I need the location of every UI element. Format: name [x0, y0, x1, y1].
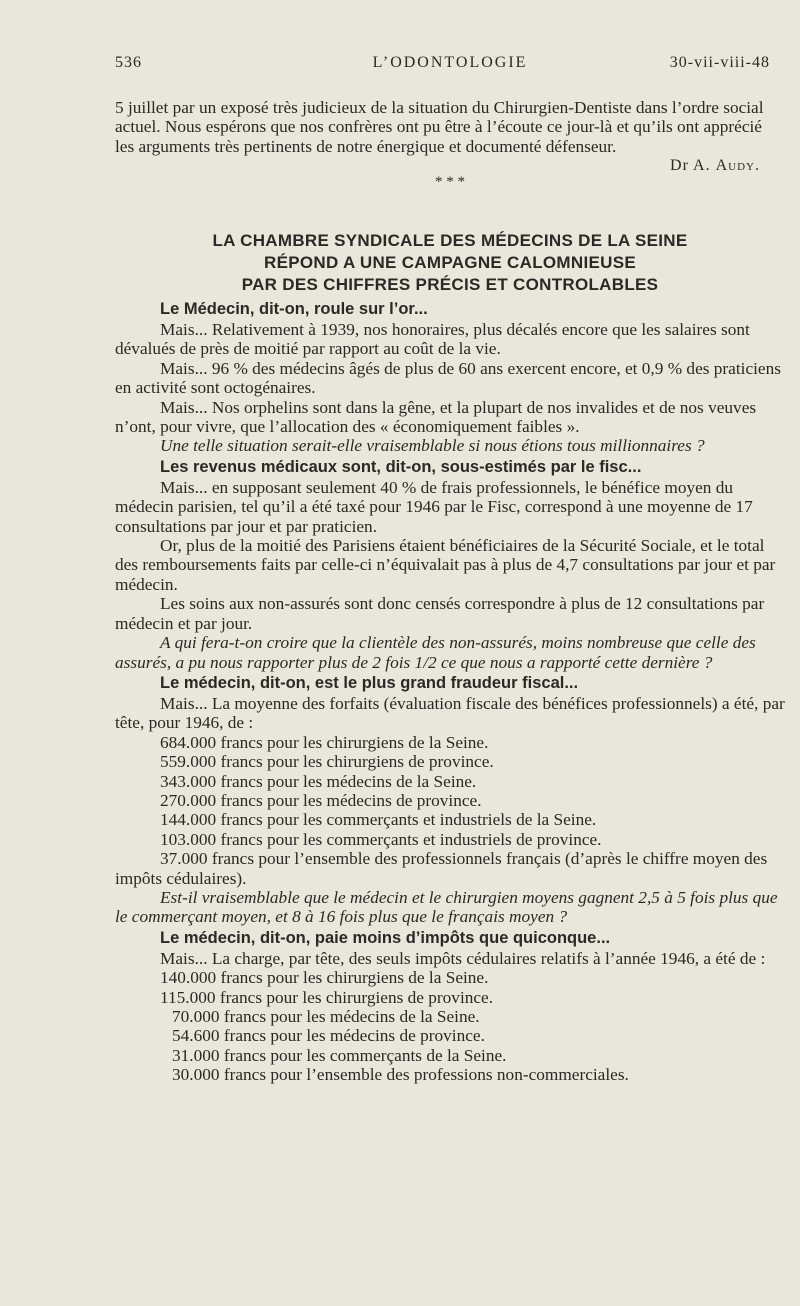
figure-line: 343.000 francs pour les médecins de la Seine. — [160, 771, 477, 791]
subheading-2: Les revenus médicaux sont, dit-on, sous-estimés par le fisc... — [160, 457, 642, 476]
article-body — [115, 298, 785, 1085]
paragraph: Mais... en supposant seulement 40 % de frais professionnels, le bénéfice moyen du médecin parisien, tel qu’il a été taxé pour 1946 par le Fisc, correspond à une moyenne de 17 consultations par jour et par praticien. — [115, 477, 753, 536]
paragraph: Mais... 96 % des médecins âgés de plus de 60 ans exercent encore, et 0,9 % des praticiens en activité sont octogénaires. — [115, 358, 781, 398]
figure-line: 54.600 francs pour les médecins de province. — [172, 1026, 485, 1046]
paragraph: Or, plus de la moitié des Parisiens étaient bénéficiaires de la Sécurité Sociale, et le total des remboursements faits par celle-ci n’équivalait pas à plus de 4,7 consultations par jour et par médecin. — [115, 536, 776, 594]
title-line-2: RÉPOND A UNE CAMPAGNE CALOMNIEUSE — [264, 253, 636, 272]
figure-line: 103.000 francs pour les commerçants et industriels de province. — [160, 829, 602, 849]
paragraph: Les soins aux non-assurés sont donc censés correspondre à plus de 12 consultations par médecin et par jour. — [115, 594, 765, 633]
article-title — [115, 230, 785, 296]
subheading-4: Le médecin, dit-on, paie moins d’impôts que quiconque... — [160, 928, 611, 947]
intro-block — [115, 98, 785, 188]
rhetorical-question: Une telle situation serait-elle vraisemblable si nous étions tous millionnaires ? — [160, 436, 705, 456]
figure-line: 115.000 francs pour les chirurgiens de province. — [160, 987, 494, 1007]
paragraph: Mais... Relativement à 1939, nos honoraires, plus décalés encore que les salaires sont dévalués de près de moitié par rapport au coût de la vie. — [115, 320, 750, 359]
paragraph: 37.000 francs pour l’ensemble des professionnels français (d’après le chiffre moyen des impôts cédulaires). — [115, 849, 768, 888]
figure-line: 684.000 francs pour les chirurgiens de la Seine. — [160, 732, 489, 752]
figure-line: 144.000 francs pour les commerçants et industriels de la Seine. — [160, 810, 597, 830]
title-line-3: PAR DES CHIFFRES PRÉCIS ET CONTROLABLES — [241, 275, 659, 294]
journal-title: L’ODONTOLOGIE — [372, 54, 528, 71]
figure-line: 70.000 francs pour les médecins de la Seine. — [172, 1007, 480, 1026]
figure-line: 559.000 francs pour les chirurgiens de province. — [160, 752, 494, 772]
paragraph: Mais... La moyenne des forfaits (évaluation fiscale des bénéfices professionnels) a été, par tête, pour 1946, de : — [115, 693, 785, 733]
figure-line: 270.000 francs pour les médecins de province. — [160, 790, 482, 810]
issue-date: 30-vii-viii-48 — [669, 54, 770, 71]
signature-name: Audy. — [715, 157, 760, 175]
figure-line: 31.000 francs pour les commerçants de la Seine. — [172, 1045, 507, 1065]
figure-line: 140.000 francs pour les chirurgiens de la Seine. — [160, 968, 489, 988]
rhetorical-question: Est-il vraisemblable que le médecin et le chirurgien moyens gagnent 2,5 à 5 fois plus que le commerçant moyen, et 8 à 16 fois plus que le français moyen ? — [115, 887, 778, 927]
intro-paragraph: 5 juillet par un exposé très judicieux de la situation du Chirurgien-Dentiste dans l’ordre social actuel. Nous espérons que nos confrères ont pu être à l’écoute ce jour-là et qu’ils ont apprécié les arguments très pertinents de notre énergique et documenté défenseur. — [115, 98, 764, 156]
paragraph: Mais... La charge, par tête, des seuls impôts cédulaires relatifs à l’année 1946, a été de : — [160, 948, 766, 968]
running-header — [115, 54, 785, 80]
title-line-1: LA CHAMBRE SYNDICALE DES MÉDECINS DE LA SEINE — [212, 231, 688, 250]
subheading-1: Le Médecin, dit-on, roule sur l’or... — [160, 300, 428, 318]
figure-line: 30.000 francs pour l’ensemble des professions non-commerciales. — [172, 1065, 629, 1085]
signature-prefix: Dr A. — [670, 157, 711, 175]
section-separator: * * * — [435, 173, 465, 190]
rhetorical-question: A qui fera-t-on croire que la clientèle des non-assurés, moins nombreuse que celle des assurés, a pu nous rapporter plus de 2 fois 1/2 ce que nous a rapporté cette dernière ? — [115, 633, 756, 672]
paragraph: Mais... Nos orphelins sont dans la gêne, et la plupart de nos invalides et de nos veuves n’ont, pour vivre, que l’allocation des « économiquement faibles ». — [115, 397, 757, 437]
page-number: 536 — [115, 54, 142, 71]
signature — [115, 156, 785, 175]
subheading-3: Le médecin, dit-on, est le plus grand fraudeur fiscal... — [160, 673, 579, 692]
